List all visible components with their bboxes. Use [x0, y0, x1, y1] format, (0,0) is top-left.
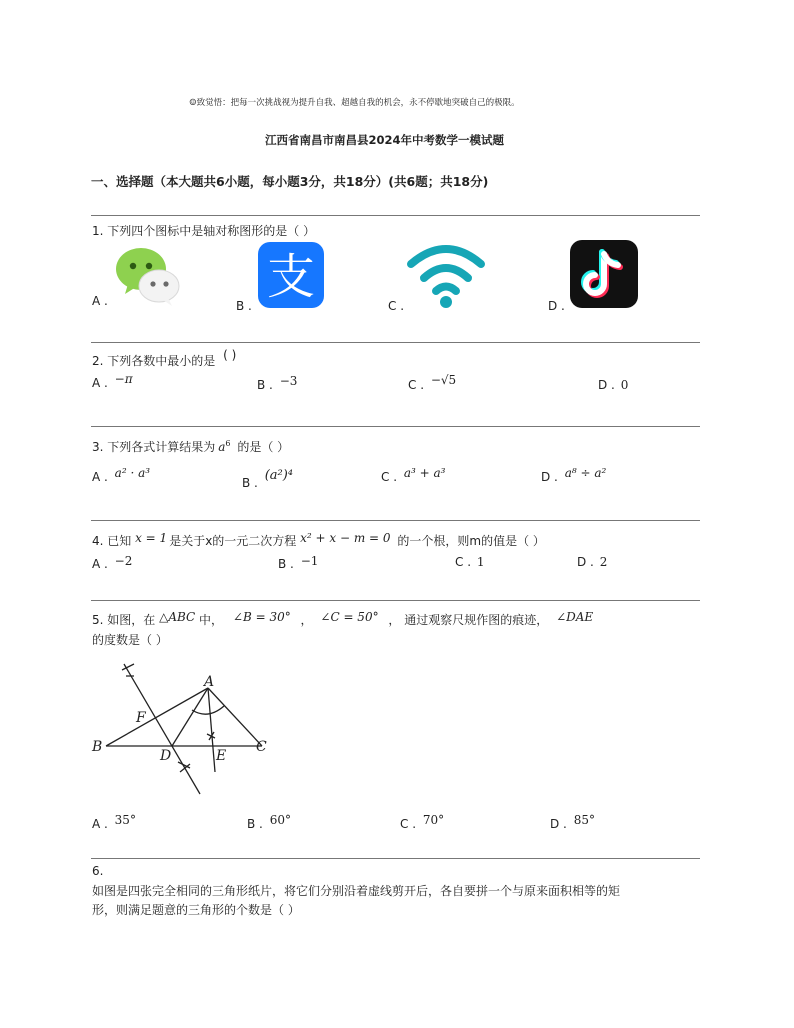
divider — [91, 858, 700, 859]
label-e: E — [216, 748, 227, 764]
option-label: A . — [92, 470, 108, 484]
tiktok-icon — [570, 240, 638, 308]
label-b: B — [92, 739, 103, 755]
q5-angle-c: ∠C = 50° — [320, 610, 379, 624]
page-title: 江西省南昌市南昌县2024年中考数学一模试题 — [265, 133, 505, 147]
q4-option-c — [455, 555, 484, 569]
option-label: C . — [408, 378, 425, 392]
q4-option-b — [278, 554, 319, 571]
q4-math-eq: x² + x − m = 0 — [300, 531, 391, 545]
option-label: B . — [278, 557, 294, 571]
option-label: D . — [598, 378, 615, 392]
option-label: C . — [381, 470, 398, 484]
q4-post: 的一个根，则m的值是（ ） — [397, 534, 545, 548]
question-5-stem — [92, 611, 593, 628]
wifi-icon — [405, 240, 487, 310]
q3-option-c — [381, 466, 446, 484]
q5-t1: 中， — [199, 613, 224, 627]
header-note: ☺致觉悟：把每一次挑战视为提升自我、超越自我的机会，永不停歇地突破自己的极限。 — [189, 98, 520, 108]
divider — [91, 342, 700, 343]
option-value: −3 — [279, 374, 298, 388]
wechat-icon — [114, 244, 182, 308]
option-label: C . — [455, 555, 472, 569]
section-heading: 一、选择题（本大题共6小题，每小题3分，共18分）(共6题；共18分) — [91, 174, 489, 189]
q1-option-b-label: B . — [236, 299, 252, 313]
divider — [91, 600, 700, 601]
q4-pre: 4. 已知 — [92, 534, 132, 548]
option-value: −√5 — [430, 373, 457, 387]
side-ac — [208, 688, 262, 746]
question-2-stem — [92, 348, 237, 369]
q3-stem-math: a — [218, 440, 226, 454]
option-value: (a²)⁴ — [264, 468, 294, 483]
q5-t3: ， 通过观察尺规作图的痕迹， — [388, 613, 549, 627]
q1-option-c-label: C . — [388, 299, 405, 313]
q5-option-b — [247, 813, 291, 831]
option-value: a² · a³ — [114, 466, 151, 480]
option-value: −2 — [114, 554, 133, 568]
q2-option-b — [257, 374, 298, 392]
q4-math-x: x = 1 — [135, 531, 168, 545]
option-label: A . — [92, 817, 108, 831]
question-6-number: 6. — [92, 864, 104, 878]
q3-option-a — [92, 466, 151, 484]
q1-option-a-label: A . — [92, 294, 108, 308]
label-c: C — [256, 739, 267, 755]
option-label: D . — [541, 470, 558, 484]
q4-mid: 是关于x的一元二次方程 — [169, 534, 297, 548]
option-label: C . — [400, 817, 417, 831]
q3-option-b — [242, 468, 294, 491]
option-label: B . — [257, 378, 273, 392]
q5-angle-b: ∠B = 30° — [232, 610, 291, 624]
q5-triangle: △ABC — [159, 610, 196, 624]
q3-stem-post: 的是（ ） — [237, 440, 290, 454]
option-value: 2 — [599, 555, 608, 569]
divider — [91, 215, 700, 216]
side-ab — [106, 688, 208, 746]
label-d: D — [160, 748, 172, 764]
option-value: a³ + a³ — [403, 466, 446, 480]
q3-stem-sup: 6 — [225, 439, 231, 448]
option-value: −π — [114, 372, 133, 386]
q5-pre: 5. 如图，在 — [92, 613, 156, 627]
q2-stem-text: 2. 下列各数中最小的是 — [92, 354, 216, 368]
alipay-icon — [258, 242, 324, 308]
label-f: F — [136, 710, 146, 726]
q3-stem-pre: 3. 下列各式计算结果为 — [92, 440, 216, 454]
option-value: 35° — [114, 813, 136, 827]
option-label: B . — [242, 476, 258, 490]
q2-option-c — [408, 373, 457, 392]
q5-angle-dae: ∠DAE — [556, 610, 594, 624]
option-value: 1 — [476, 555, 485, 569]
q5-option-a — [92, 813, 136, 831]
option-label: B . — [247, 817, 263, 831]
option-value: 85° — [573, 813, 595, 827]
q3-option-d — [541, 466, 607, 484]
q4-option-a — [92, 554, 133, 571]
q2-paren: ( ) — [223, 348, 237, 362]
divider — [91, 426, 700, 427]
option-label: D . — [550, 817, 567, 831]
option-value: −1 — [300, 554, 319, 568]
option-value: 60° — [269, 813, 291, 827]
question-1-stem: 1. 下列四个图标中是轴对称图形的是（ ） — [92, 224, 316, 238]
q5-t2: ， — [300, 613, 313, 627]
question-5-line2: 的度数是（ ） — [92, 633, 168, 647]
question-4-stem — [92, 532, 545, 549]
q4-option-d — [577, 555, 607, 569]
q5-option-d — [550, 813, 595, 831]
option-value: 0 — [620, 378, 629, 392]
option-value: a⁸ ÷ a² — [564, 466, 607, 480]
question-3-stem — [92, 438, 289, 455]
segment-ad — [172, 688, 208, 746]
option-label: A . — [92, 376, 108, 390]
question-6-line2: 形，则满足题意的三角形的个数是（ ） — [92, 903, 300, 917]
label-a: A — [204, 674, 215, 690]
q5-option-c — [400, 813, 445, 831]
arc-mark-mid — [207, 732, 215, 740]
option-label: D . — [577, 555, 594, 569]
divider — [91, 520, 700, 521]
triangle-construction-figure — [90, 660, 280, 800]
alipay-glyph: 支 — [266, 249, 316, 305]
question-6-line1: 如图是四张完全相同的三角形纸片，将它们分别沿着虚线剪开后，各自要拼一个与原来面积相等的矩 — [92, 884, 621, 898]
q2-option-a — [92, 372, 133, 390]
option-label: A . — [92, 557, 108, 571]
option-value: 70° — [422, 813, 445, 827]
q2-option-d — [598, 378, 628, 392]
q1-option-d-label: D . — [548, 299, 565, 313]
angle-bisector-ae — [208, 688, 215, 772]
